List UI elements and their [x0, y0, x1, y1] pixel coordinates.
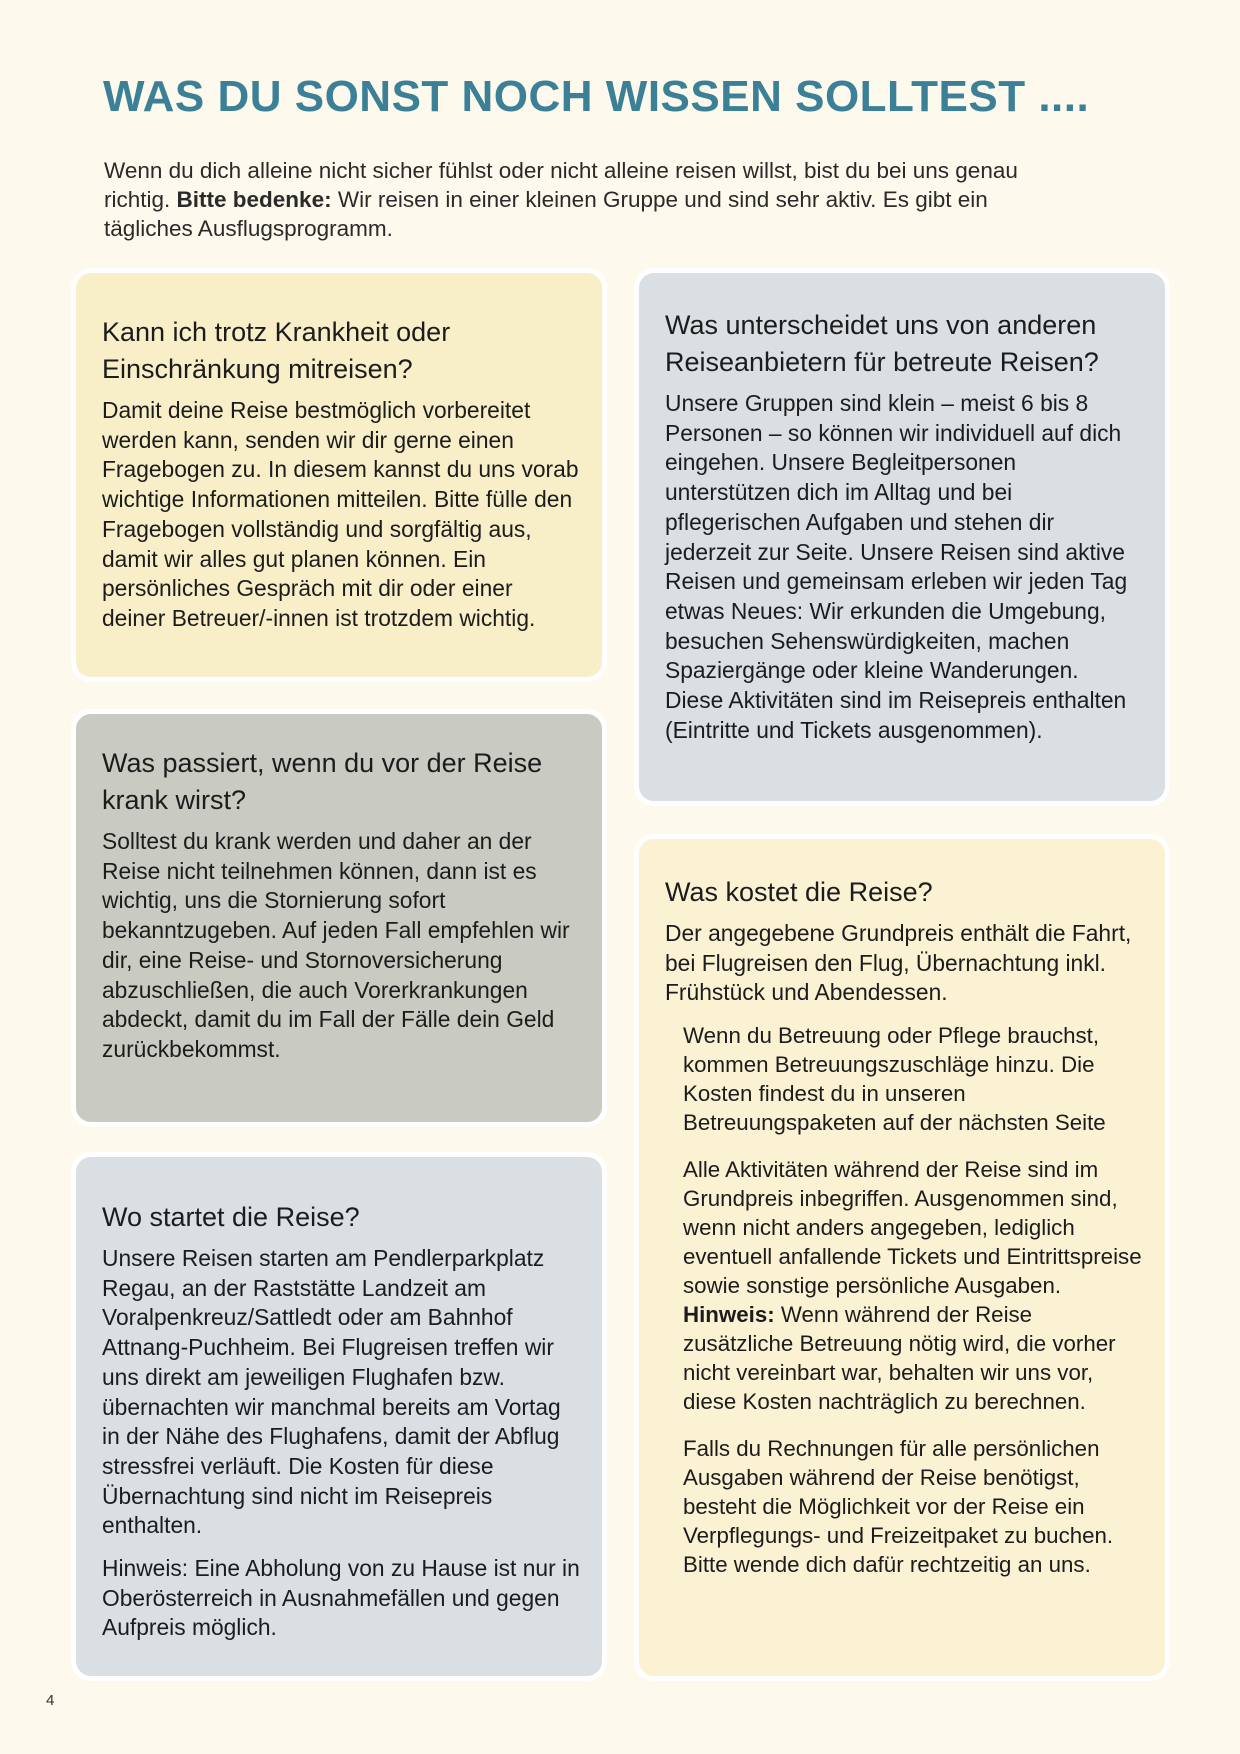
card-anders-text: Unsere Gruppen sind klein – meist 6 bis 8 Personen – so können wir individuell auf dich eingehen. Unsere Begleitpersonen unterstützen dich im Alltag und bei pflegerischen Aufgaben und stehen dir jederzeit zur Seite. Unsere Reisen sind aktive Reisen und gemeinsam erleben wir jeden Tag etwas Neues: Wir erkunden die Umgebung, besuchen Sehenswürdigkeiten, machen Spaziergänge oder kleine Wanderungen. Diese Aktivitäten sind im Reisepreis enthalten (Eintritte und Tickets ausgenommen).: [665, 390, 1128, 743]
card-kosten-hinweis-label: Hinweis:: [683, 1302, 775, 1328]
card-krankheit-heading: Kann ich trotz Krankheit oder Einschränkung mitreisen?: [102, 317, 451, 384]
card-start-hinweis: Hinweis: Eine Abholung von zu Hause ist nur in Oberösterreich in Ausnahmefällen und gegen Aufpreis möglich.: [102, 1555, 580, 1641]
intro-paragraph: [104, 156, 1064, 243]
card-krank-text: Solltest du krank werden und daher an der Reise nicht teilnehmen können, dann ist es wichtig, uns die Stornierung sofort bekanntzugeben. Auf jeden Fall empfehlen wir dir, eine Reise- und Stornoversicherung abzuschließen, die auch Vorerkrankungen abdeckt, damit du im Fall der Fälle dein Geld zurückbekommst.: [102, 828, 570, 1062]
card-krankheit: [71, 268, 607, 682]
card-krank-heading: Was passiert, wenn du vor der Reise krank wirst?: [102, 748, 543, 815]
card-kosten: [634, 834, 1170, 1681]
card-reisestart: [71, 1152, 607, 1681]
card-unterschied: [634, 268, 1170, 806]
intro-line-1: Wenn du dich alleine nicht sicher fühlst oder nicht alleine reisen willst, bist du bei uns genau richtig.: [104, 158, 1018, 212]
card-kosten-rechnungen: Falls du Rechnungen für alle persönlichen Ausgaben während der Reise benötigst, besteht die Möglichkeit vor der Reise ein Verpflegungs- und Freizeitpaket zu buchen. Bitte wende dich dafür rechtzeitig an uns.: [683, 1436, 1114, 1578]
intro-bold: Bitte bedenke:: [176, 187, 332, 212]
card-kosten-hinweis-text: Wenn während der Reise zusätzliche Betreuung nötig wird, die vorher nicht vereinbart war, behalten wir uns vor, diese Kosten nachträglich zu berechnen.: [683, 1302, 1116, 1415]
card-start-heading: Wo startet die Reise?: [102, 1202, 360, 1232]
card-kosten-betreuung: Wenn du Betreuung oder Pflege brauchst, kommen Betreuungszuschläge hinzu. Die Kosten findest du in unseren Betreuungspaketen auf der nächsten Seite: [683, 1023, 1106, 1136]
card-kosten-aktivitaeten-text: Alle Aktivitäten während der Reise sind im Grundpreis inbegriffen. Ausgenommen sind, wenn nicht anders angegeben, lediglich eventuell anfallende Tickets und Eintrittspreise sowie sonstige persönliche Ausgaben.: [683, 1157, 1142, 1299]
card-kosten-heading: Was kostet die Reise?: [665, 877, 933, 907]
card-krankheit-text: Damit deine Reise bestmöglich vorbereitet werden kann, senden wir dir gerne einen Fragebogen zu. In diesem kannst du uns vorab wichtige Informationen mitteilen. Bitte fülle den Fragebogen vollständig und sorgfältig aus, damit wir alles gut planen können. Ein persönliches Gespräch mit dir oder einer deiner Betreuer/-innen ist trotzdem wichtig.: [102, 397, 579, 631]
card-anders-heading: Was unterscheidet uns von anderen Reiseanbietern für betreute Reisen?: [665, 310, 1099, 377]
card-krank-vor-reise: [71, 709, 607, 1127]
intro-text: [104, 156, 1064, 243]
card-start-text: Unsere Reisen starten am Pendlerparkplatz Regau, an der Raststätte Landzeit am Voralpenkreuz/Sattledt oder am Bahnhof Attnang-Puchheim. Bei Flugreisen treffen wir uns direkt am jeweiligen Flughafen bzw. übernachten wir manchmal bereits am Vortag in der Nähe des Flughafens, damit der Abflug stressfrei verläuft. Die Kosten für diese Übernachtung sind nicht im Reisepreis enthalten.: [102, 1245, 561, 1539]
page-title: WAS DU SONST NOCH WISSEN SOLLTEST ....: [103, 72, 1090, 121]
card-kosten-aktivitaeten: [665, 1155, 1143, 1416]
intro-line-2: Wir reisen in einer kleinen Gruppe und sind sehr aktiv. Es gibt ein tägliches Ausflugsprogramm.: [104, 187, 988, 241]
page-number: 4: [46, 1692, 55, 1709]
card-kosten-text: Der angegebene Grundpreis enthält die Fahrt, bei Flugreisen den Flug, Übernachtung inkl. Frühstück und Abendessen.: [665, 920, 1132, 1006]
